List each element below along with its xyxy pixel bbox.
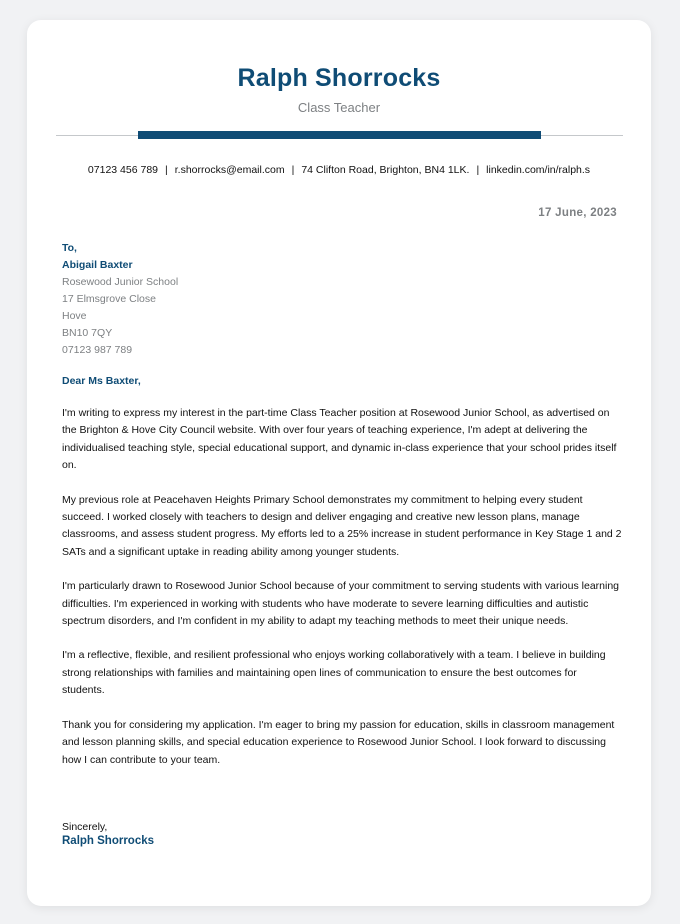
contact-linkedin: linkedin.com/in/ralph.s (486, 164, 591, 176)
contact-separator: | (476, 164, 480, 176)
contact-email: r.shorrocks@email.com (174, 164, 285, 176)
applicant-role: Class Teacher (297, 100, 381, 115)
closing: Sincerely, (62, 821, 108, 833)
cover-letter-page (27, 20, 651, 906)
body-paragraph: Thank you for considering my application. I'm eager to bring my passion for education, skills in classroom management and lesson planning skills, and special education experience to Rosewood Junior School. I look forward to discussing how I can contribute to your team. (62, 718, 615, 766)
recipient-line: Rosewood Junior School (62, 276, 179, 288)
recipient-to: To, (62, 242, 77, 254)
recipient-line: BN10 7QY (62, 327, 113, 339)
recipient-line: 07123 987 789 (62, 344, 133, 356)
contact-phone: 07123 456 789 (87, 164, 158, 176)
letter-date: 17 June, 2023 (538, 207, 617, 219)
header-divider-accent (138, 131, 541, 139)
body-paragraph: I'm a reflective, flexible, and resilient professional who enjoys working collaboratively with a team. I believe in building strong relationships with families and maintaining open lines of communication to ensure the best outcomes for students. (62, 649, 606, 697)
body-paragraph: I'm particularly drawn to Rosewood Junior School because of your commitment to serving students with various learning difficulties. I'm experienced in working with students who have moderate to severe learning difficulties and autistic spectrum disorders, and I'm confident in my ability to adapt my teaching methods to meet their unique needs. (62, 580, 620, 628)
body-paragraph: I'm writing to express my interest in the part-time Class Teacher position at Rosewood Junior School, as advertised on the Brighton & Hove City Council website. With over four years of teaching experience, I'm adept at delivering the individualised teaching style, special educational support, and dynamic in-class experience that your school prides itself on. (62, 407, 617, 472)
salutation: Dear Ms Baxter, (62, 375, 141, 387)
letter-body (62, 405, 622, 786)
signature-name: Ralph Shorrocks (62, 835, 155, 847)
contact-address: 74 Clifton Road, Brighton, BN4 1LK. (301, 164, 470, 176)
recipient-name: Abigail Baxter (62, 259, 133, 271)
applicant-name: Ralph Shorrocks (237, 64, 441, 92)
contact-separator: | (291, 164, 295, 176)
contact-line (27, 164, 651, 176)
recipient-line: 17 Elmsgrove Close (62, 293, 156, 305)
body-paragraph: My previous role at Peacehaven Heights Primary School demonstrates my commitment to helping every student succeed. I worked closely with teachers to design and deliver engaging and creative new lesson plans, manage classrooms, and assess student progress. My efforts led to a 25% increase in student performance in Key Stage 1 and 2 SATs and a significant uptake in reading ability among younger students. (62, 493, 622, 558)
recipient-block (62, 240, 178, 359)
contact-separator: | (165, 164, 168, 176)
recipient-line: Hove (62, 310, 87, 322)
